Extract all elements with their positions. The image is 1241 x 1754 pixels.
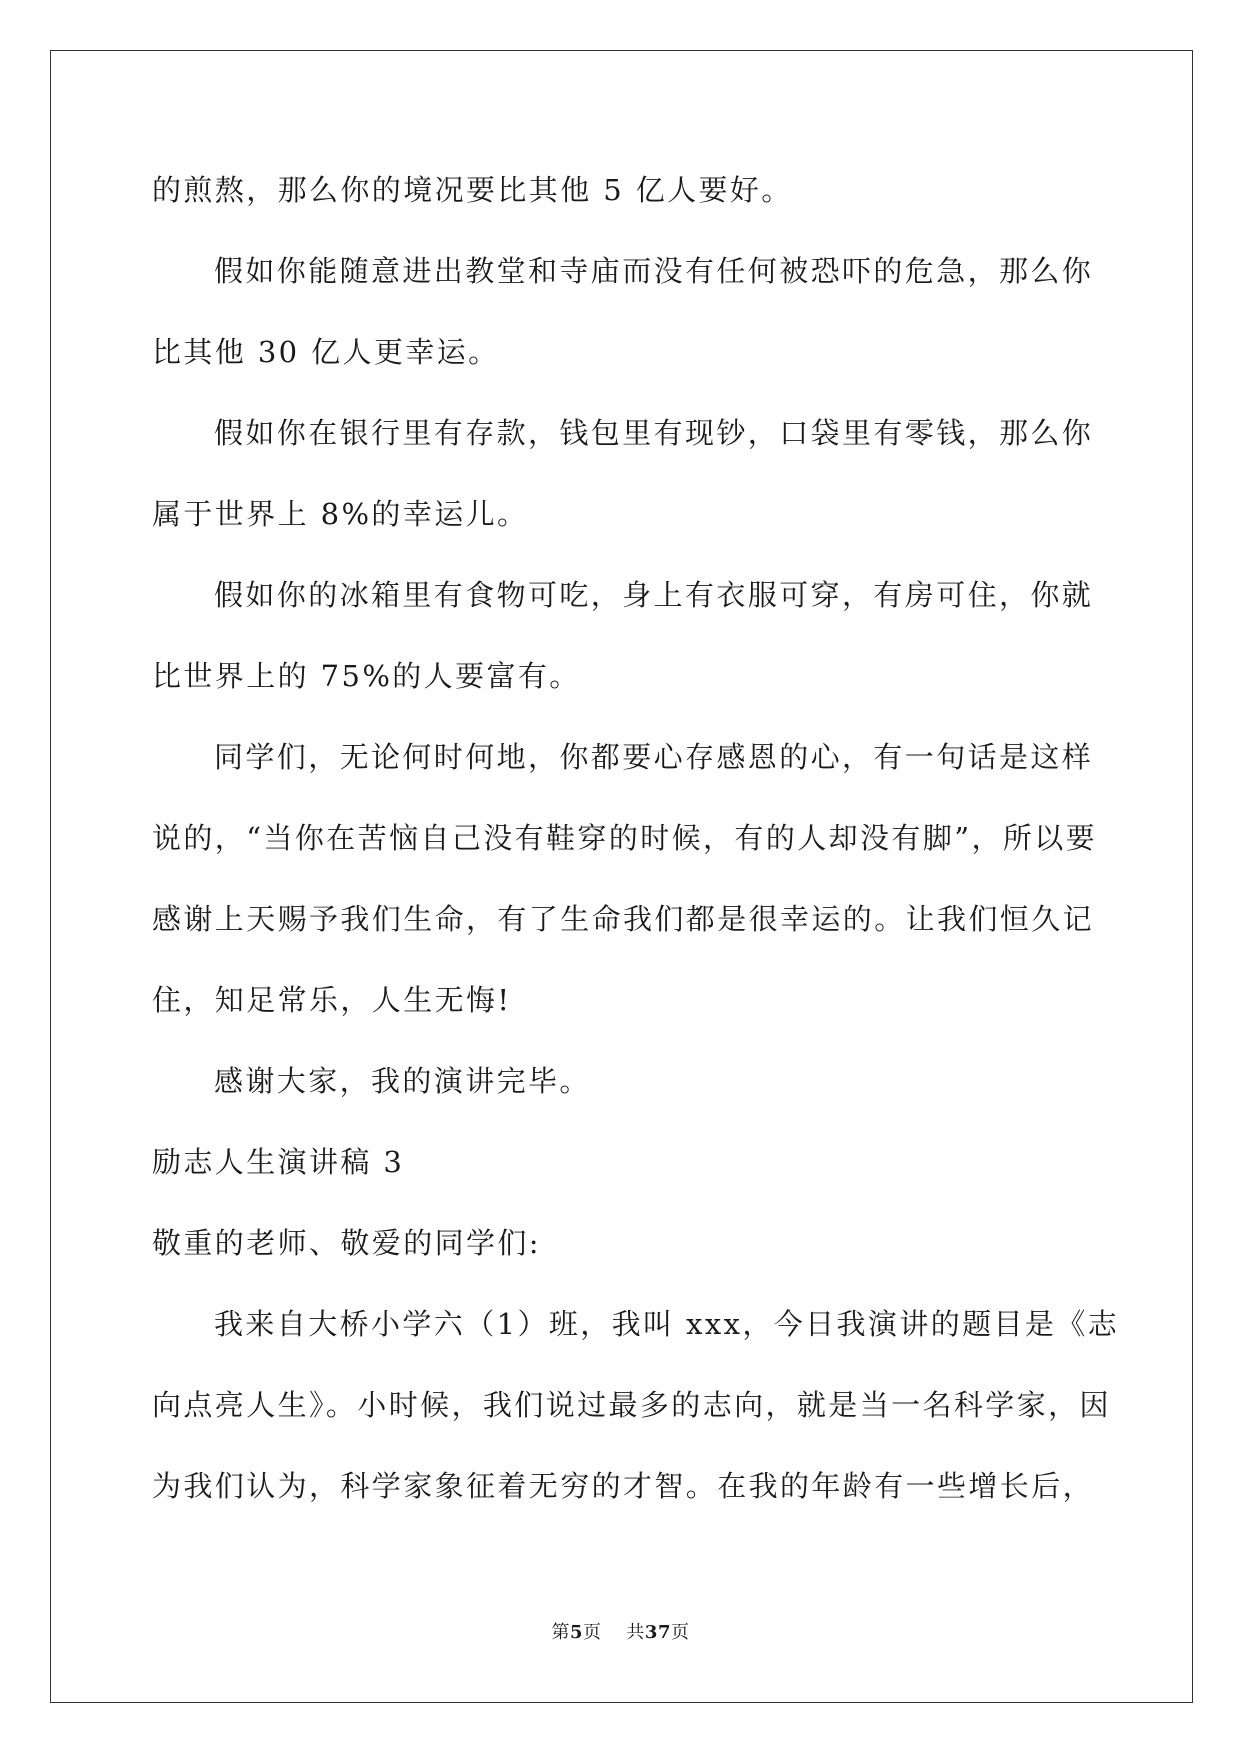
footer-page-suffix: 页: [583, 1622, 602, 1643]
total-page-count: 37: [644, 1622, 671, 1643]
text-line-7: 比世界上的 75%的人要富有。: [152, 659, 581, 693]
text-line-17: 为我们认为，科学家象征着无穷的才智。在我的年龄有一些增长后，: [152, 1469, 1095, 1503]
footer-total-suffix: 页: [670, 1622, 690, 1643]
text-line-2: 假如你能随意进出教堂和寺庙而没有任何被恐吓的危急，那么你: [214, 254, 1094, 288]
text-line-6: 假如你的冰箱里有食物可吃，身上有衣服可穿，有房可住，你就: [214, 578, 1094, 612]
text-line-11: 住，知足常乐，人生无悔!: [152, 983, 512, 1017]
text-line-4: 假如你在银行里有存款，钱包里有现钞，口袋里有零钱，那么你: [214, 416, 1094, 450]
text-line-12: 感谢大家，我的演讲完毕。: [214, 1064, 591, 1098]
text-line-16: 向点亮人生》。小时候，我们说过最多的志向，就是当一名科学家，因: [152, 1388, 1111, 1422]
page-footer: [0, 1618, 1241, 1644]
footer-prefix: 第: [551, 1622, 570, 1643]
document-body: [152, 163, 1120, 1540]
text-line-8: 同学们，无论何时何地，你都要心存感恩的心，有一句话是这样: [214, 740, 1094, 774]
section-title: 励志人生演讲稿 3: [152, 1145, 405, 1179]
text-line-9: 说的，“当你在苦恼自己没有鞋穿的时候，有的人却没有脚”，所以要: [152, 821, 1098, 855]
current-page-number: 5: [570, 1622, 584, 1643]
footer-total-prefix: 共: [626, 1622, 645, 1643]
text-line-10: 感谢上天赐予我们生命，有了生命我们都是很幸运的。让我们恒久记: [152, 902, 1095, 936]
text-line-5: 属于世界上 8%的幸运儿。: [152, 497, 529, 531]
text-line-1: 的煎熬，那么你的境况要比其他 5 亿人要好。: [152, 173, 793, 207]
text-line-3: 比其他 30 亿人更幸运。: [152, 335, 500, 369]
text-line-15: 我来自大桥小学六（1）班，我叫 xxx，今日我演讲的题目是《志: [214, 1307, 1120, 1341]
salutation: 敬重的老师、敬爱的同学们:: [152, 1226, 541, 1260]
